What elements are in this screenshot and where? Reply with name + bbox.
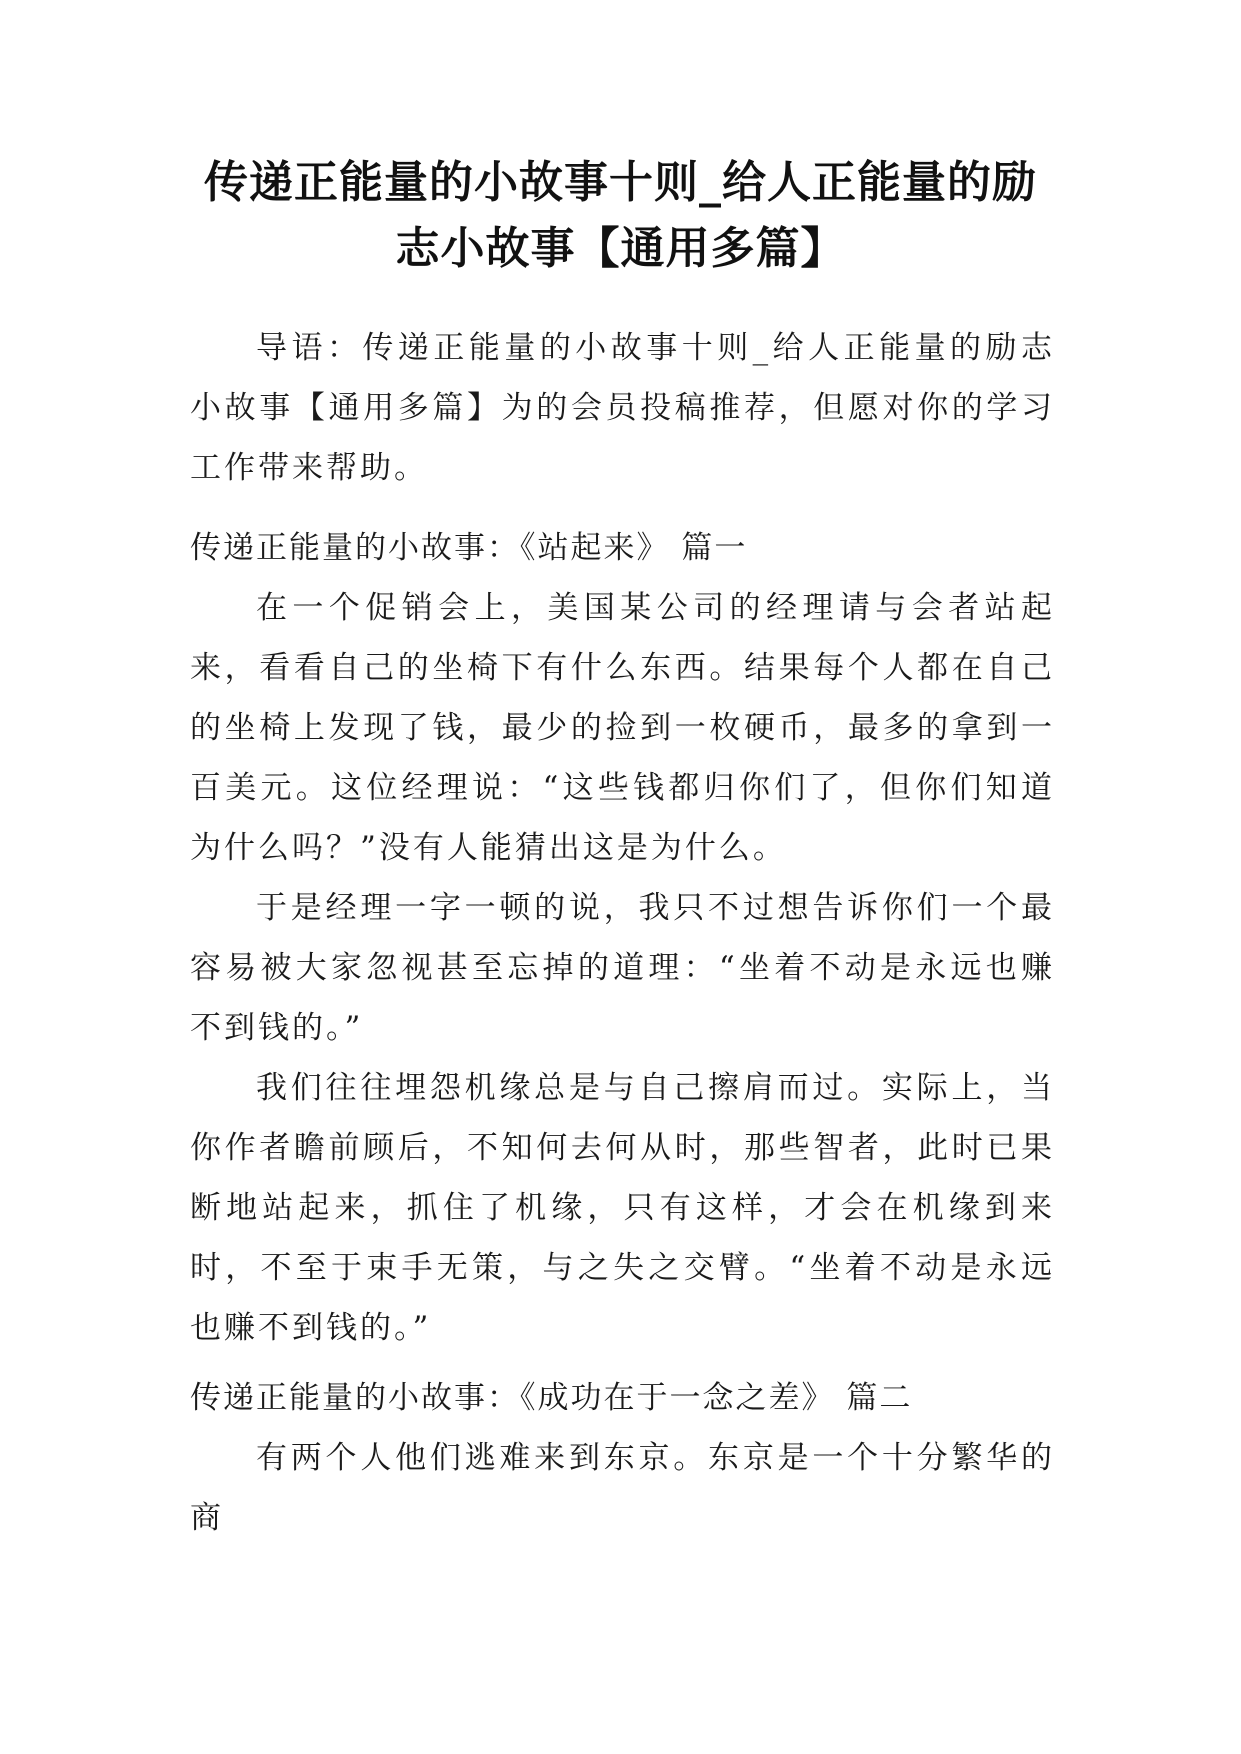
- title-line-1: 传递正能量的小故事十则_给人正能量的励: [204, 157, 1037, 208]
- section-1-heading: 传递正能量的小故事：《站起来》 篇一: [190, 530, 748, 566]
- section-1-paragraph-2: 于是经理一字一顿的说，我只不过想告诉你们一个最容易被大家忽视甚至忘掉的道理：“坐着不动是永远也赚不到钱的。”: [190, 890, 1055, 1046]
- section-1-paragraph-3: 我们往往埋怨机缘总是与自己擦肩而过。实际上，当你作者瞻前顾后，不知何去何从时，那些智者，此时已果断地站起来，抓住了机缘，只有这样，才会在机缘到来时，不至于束手无策，与之失之交臂。“坐着不动是永远也赚不到钱的。”: [190, 1070, 1055, 1346]
- title-line-2: 志小故事【通用多篇】: [395, 223, 846, 274]
- section-2-heading: 传递正能量的小故事：《成功在于一念之差》 篇二: [190, 1380, 913, 1416]
- section-2-paragraph-1: 有两个人他们逃难来到东京。东京是一个十分繁华的商: [190, 1440, 1055, 1536]
- section-1-paragraph-1: 在一个促销会上，美国某公司的经理请与会者站起来，看看自己的坐椅下有什么东西。结果每个人都在自己的坐椅上发现了钱，最少的捡到一枚硬币，最多的拿到一百美元。这位经理说：“这些钱都归你们了，但你们知道为什么吗？”没有人能猜出这是为什么。: [190, 590, 1055, 866]
- intro-paragraph: 导语：传递正能量的小故事十则_给人正能量的励志小故事【通用多篇】为的会员投稿推荐，但愿对你的学习工作带来帮助。: [190, 330, 1055, 486]
- document-title: [150, 150, 1091, 282]
